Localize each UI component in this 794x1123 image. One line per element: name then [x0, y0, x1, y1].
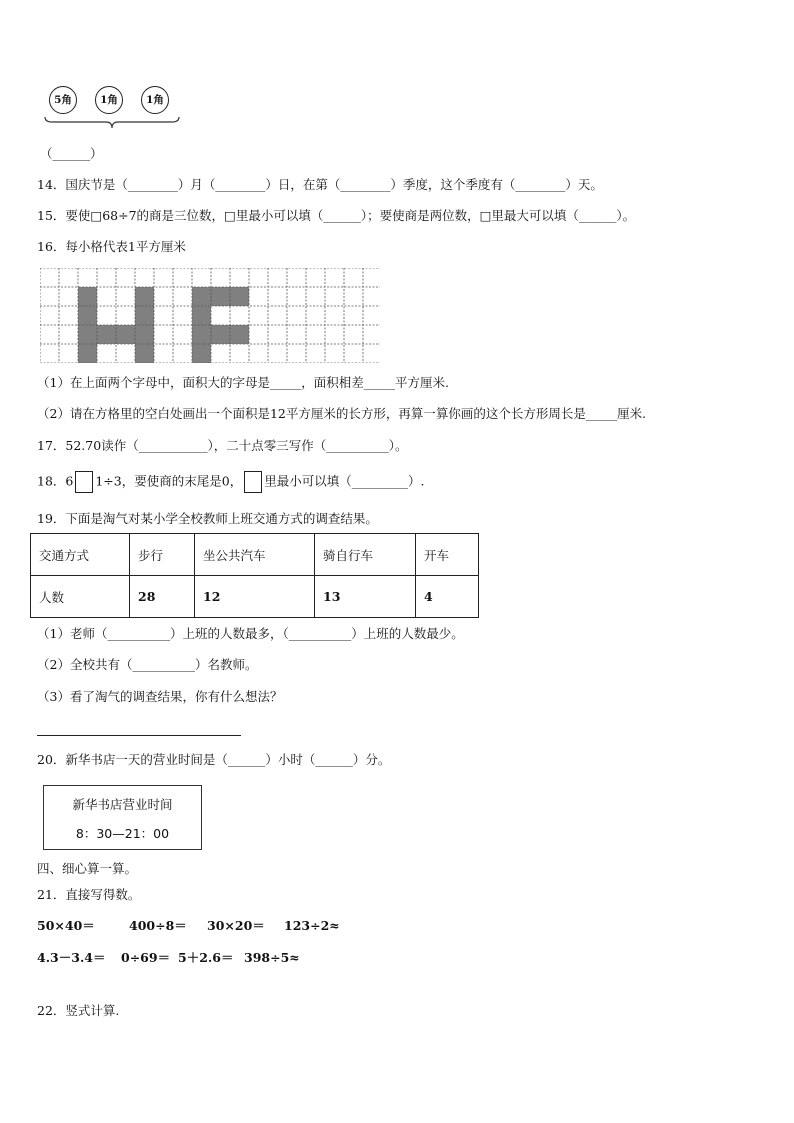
- curly-brace-icon: [44, 116, 180, 130]
- business-hours-title: 新华书店营业时间: [72, 797, 173, 812]
- coins-answer-blank: （______）: [40, 146, 103, 161]
- coin-5jiao: 5角: [49, 86, 77, 114]
- question-19-title: 19．下面是淘气对某小学全校教师上班交通方式的调查结果。: [37, 511, 378, 526]
- section-four-heading: 四、细心算一算。: [37, 861, 138, 876]
- question-22: 22．竖式计算.: [37, 1003, 120, 1018]
- question-20: 20．新华书店一天的营业时间是（______）小时（______）分。: [37, 752, 391, 767]
- question-16-sub2: （2）请在方格里的空白处画出一个面积是12平方厘米的长方形，再算一算你画的这个长方形周长是_____厘米.: [37, 406, 647, 421]
- question-16-sub1: （1）在上面两个字母中，面积大的字母是_____，面积相差_____平方厘米.: [37, 375, 449, 390]
- calc-item: 4.3－3.4＝: [37, 950, 106, 965]
- digit-box: [75, 471, 93, 493]
- question-18: [37, 471, 424, 493]
- square-grid: [40, 268, 380, 363]
- q18-prefix: 18．6: [37, 473, 74, 489]
- table-header-row: [31, 534, 479, 576]
- table-cell: 坐公共汽车: [195, 534, 315, 576]
- table-cell: 28: [130, 576, 195, 618]
- question-19-sub2: （2）全校共有（__________）名教师。: [37, 657, 258, 672]
- table-cell: 开车: [416, 534, 479, 576]
- answer-line: [37, 735, 241, 736]
- question-19-sub3: （3）看了淘气的调查结果，你有什么想法？: [37, 689, 283, 704]
- calc-item: 30×20＝: [207, 918, 265, 933]
- coin-figure: [44, 86, 180, 130]
- table-cell: 4: [416, 576, 479, 618]
- calc-item: 5＋2.6＝: [178, 950, 234, 965]
- hf-grid-figure: [40, 268, 380, 363]
- calc-item: 50×40＝: [37, 918, 95, 933]
- question-17: 17．52.70读作（___________），二十点零三写作（__________）。: [37, 438, 408, 453]
- calc-item: 400÷8＝: [129, 918, 187, 933]
- table-cell: 步行: [130, 534, 195, 576]
- business-hours-time: 8：30—21：00: [75, 826, 170, 841]
- table-cell: 人数: [31, 576, 130, 618]
- coin-1jiao-a: 1角: [95, 86, 123, 114]
- question-14: 14．国庆节是（________）月（________）日，在第（________）季度，这个季度有（________）天。: [37, 177, 603, 192]
- table-cell: 交通方式: [31, 534, 130, 576]
- calc-item: 0÷69＝: [121, 950, 171, 965]
- question-21-title: 21．直接写得数。: [37, 887, 141, 902]
- question-16-title: 16．每小格代表1平方厘米: [37, 239, 186, 254]
- transport-survey-table: [30, 533, 479, 618]
- business-hours-box: [43, 785, 202, 850]
- table-cell: 13: [315, 576, 416, 618]
- calc-item: 398÷5≈: [244, 950, 300, 965]
- table-cell: 12: [195, 576, 315, 618]
- table-row: [31, 576, 479, 618]
- q18-suffix: 里最小可以填（_________）.: [264, 473, 425, 489]
- digit-box-ref: [244, 471, 262, 493]
- calc-item: 123÷2≈: [284, 918, 340, 933]
- question-19-sub1: （1）老师（__________）上班的人数最多，（__________）上班的人数最少。: [37, 626, 464, 641]
- question-15: 15．要使□68÷7的商是三位数，□里最小可以填（______）；要使商是两位数，□里最大可以填（______）。: [37, 208, 636, 223]
- coin-1jiao-b: 1角: [141, 86, 169, 114]
- table-cell: 骑自行车: [315, 534, 416, 576]
- q18-middle: 1÷3，要使商的末尾是0，: [95, 473, 243, 489]
